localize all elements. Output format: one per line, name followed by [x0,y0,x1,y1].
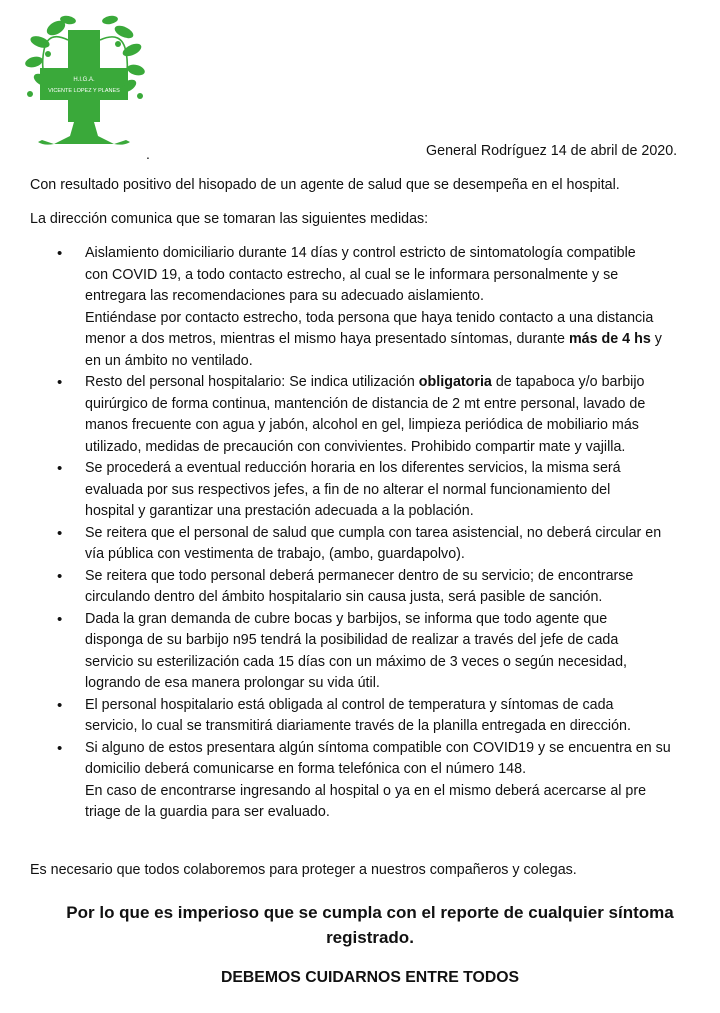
item-line: disponga de su barbijo n95 tendrá la posibilidad de realizar a través del jefe de cada [85,632,619,648]
item-line: hospital y garantizar una prestación adecuada a la población. [85,503,474,519]
item-line: • Si alguno de estos presentara algún síntoma compatible con COVID19 y se encuentra en su [85,739,671,756]
closing-line: registrado. [326,928,414,947]
logo-line1: H.I.G.A. [73,77,95,83]
logo-line2: VICENTE LOPEZ Y PLANES [48,88,120,94]
text-run: menor a dos metros, mientras el mismo haya presentado síntomas, durante [85,331,569,347]
list-item [30,243,710,372]
list-item [30,738,710,824]
list-item [30,566,710,609]
text-run: y [650,331,662,347]
item-line: vía pública con vestimenta de trabajo, (ambo, guardapolvo). [85,546,465,562]
list-item [30,523,710,566]
measures-list [30,243,710,824]
text-run: de tapaboca y/o barbijo [491,374,645,390]
item-line: • Se reitera que todo personal deberá permanecer dentro de su servicio; de encontrarse [85,567,634,584]
list-item [30,609,710,695]
item-line: domicilio deberá comunicarse en forma telefónica con el número 148. [85,761,527,777]
item-line: en un ámbito no ventilado. [85,352,253,369]
item-line: quirúrgico de forma continua, mantención de distancia de 2 mt entre personal, lavado de [85,395,646,412]
item-line: servicio, lo cual se transmitirá diariamente través de la planilla entregada en dirección. [85,718,631,734]
item-line: utilizado, medidas de precaución con convivientes. Prohibido compartir mate y vajilla. [85,438,626,455]
item-line: • Aislamiento domiciliario durante 14 días y control estricto de sintomatología compatible [85,245,636,261]
announcement-paragraph: La dirección comunica que se tomaran las siguientes medidas: [30,211,429,227]
intro-paragraph: Con resultado positivo del hisopado de un agente de salud que se desempeña en el hospital. [30,177,620,193]
text-run: Resto del personal hospitalario: Se indica utilización [85,374,419,390]
item-line: con COVID 19, a todo contacto estrecho, al cual se le informara personalmente y se [85,266,619,283]
item-line: logrando de esa manera prolongar su vida útil. [85,675,380,691]
item-line: circulando dentro del ámbito hospitalario sin causa justa, será pasible de sanción. [85,589,603,605]
item-line: Entiéndase por contacto estrecho, toda persona que haya tenido contacto a una distancia [85,309,654,326]
item-line: servicio su esterilización cada 15 días con un máximo de 3 veces o según necesidad, [85,653,627,670]
list-item [30,458,710,523]
item-line: manos frecuente con agua y jabón, alcohol en gel, limpieza periódica de mobiliario más [85,417,639,433]
letter-date: General Rodríguez 14 de abril de 2020. [426,143,678,159]
item-line: evaluada por sus respectivos jefes, a fin de no alterar el normal funcionamiento del [85,481,611,498]
list-item [30,372,710,458]
bold-text: más de 4 hs [568,331,651,347]
item-line: entregara las recomendaciones para su adecuado aislamiento. [85,288,484,304]
hospital-logo [18,10,150,150]
item-line: triage de la guardia para ser evaluado. [85,804,330,820]
item-line: • El personal hospitalario está obligada al control de temperatura y síntomas de cada [85,696,614,713]
item-line: En caso de encontrarse ingresando al hospital o ya en el mismo deberá acercarse al pre [85,782,647,799]
item-line: • Dada la gran demanda de cubre bocas y barbijos, se informa que todo agente que [85,610,608,627]
item-line [85,372,710,394]
item-line: • Se reitera que el personal de salud que cumpla con tarea asistencial, no deberá circular en [85,524,662,541]
stray-dot: . [146,146,150,162]
closing-statement [20,900,720,950]
closing-line: Por lo que es imperioso que se cumpla con el reporte de cualquier síntoma [66,903,674,922]
list-item [30,695,710,738]
item-line [85,329,710,351]
item-line: • Se procederá a eventual reducción horaria en los diferentes servicios, la misma será [85,460,621,476]
collaborate-paragraph: Es necesario que todos colaboremos para proteger a nuestros compañeros y colegas. [30,862,577,878]
bold-text: obligatoria [418,374,492,390]
closing-slogan: DEBEMOS CUIDARNOS ENTRE TODOS [220,969,520,986]
